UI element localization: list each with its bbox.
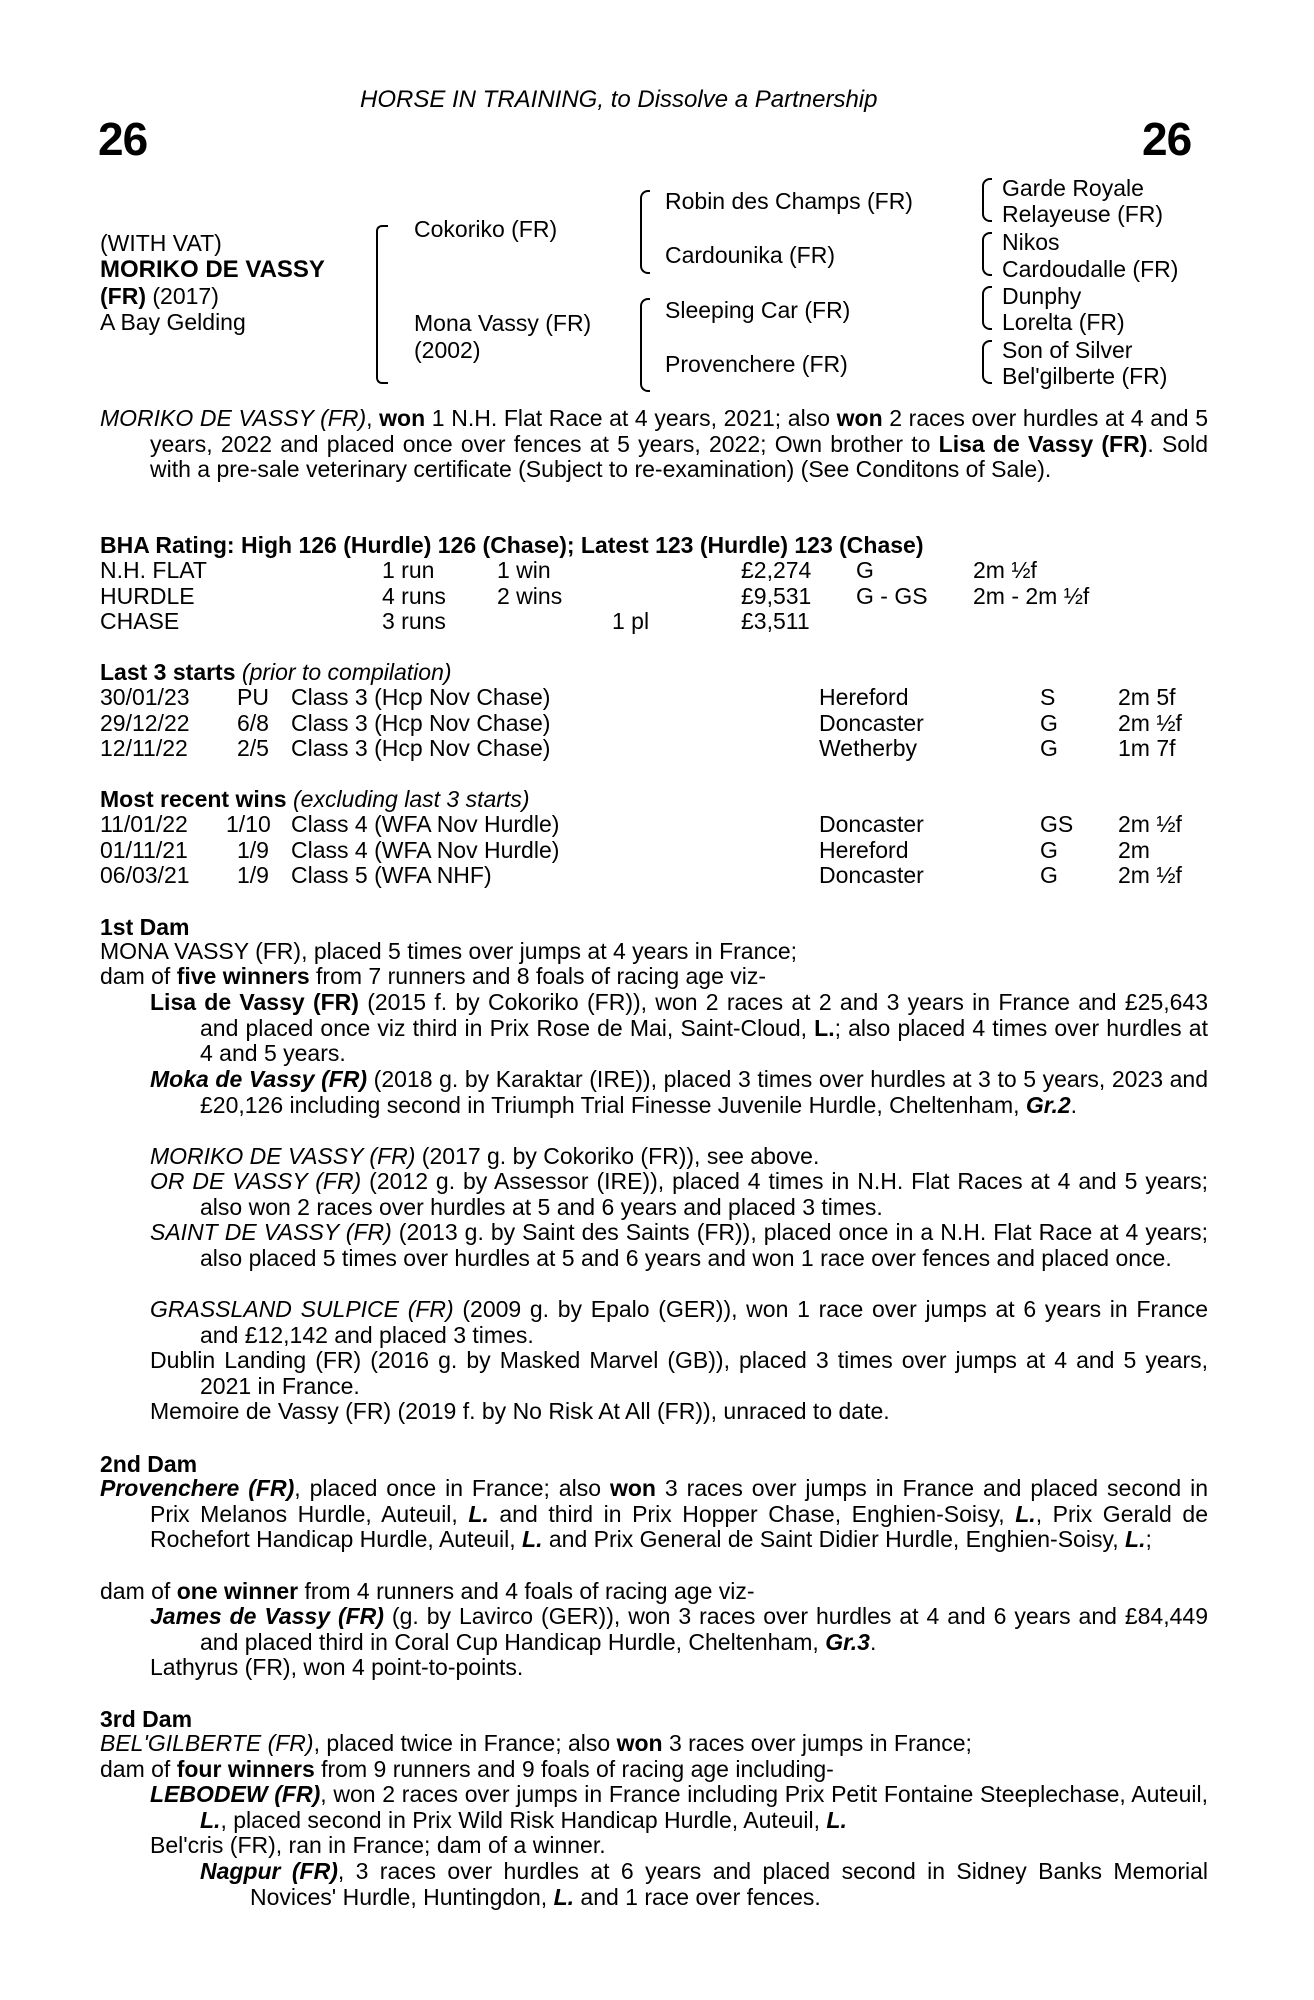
rating-row [100,608,1210,634]
pedigree-great-grandparent: Relayeuse (FR) [1002,201,1164,227]
text: from 4 runners and 4 foals of racing age viz- [298,1578,755,1604]
first-dam-title: 1st Dam [100,914,190,940]
win-distance: 2m [1118,837,1150,863]
text: and Prix General de Saint Didier Hurdle, Enghien-Soisy, [542,1526,1126,1553]
pedigree-grandparent: Provenchere (FR) [665,351,848,377]
text: (2017 g. by Cokoriko (FR)), see above. [415,1143,820,1169]
win-date: 01/11/21 [100,837,188,863]
rating-runs: 3 runs [382,608,446,634]
text: (2018 g. by Karaktar (IRE)), placed 3 times over hurdles at 3 to 5 years, 2023 and £20,126 including second in Triumph Trial Finesse Juvenile Hurdle, Cheltenham, [200,1066,1208,1118]
win-course: Doncaster [819,862,924,888]
rating-runs: 1 run [382,557,435,583]
horse-year: (2017) [145,283,219,309]
summary-name: MORIKO DE VASSY (FR) [100,405,367,431]
produce-entry [150,1297,1208,1348]
listed-mark: L. [1015,1500,1036,1527]
rating-distance: 2m - 2m ½f [973,583,1090,609]
pedigree-bracket-sire [640,190,650,274]
produce-name: Nagpur (FR) [200,1858,338,1884]
win-row [100,862,1210,888]
listed-mark: L. [826,1806,847,1833]
pedigree-grandparent: Robin des Champs (FR) [665,188,913,214]
text: and third in Prix Hopper Chase, Enghien-Soisy, [488,1500,1016,1527]
pedigree-great-grandparent: Bel'gilberte (FR) [1002,363,1168,389]
last-starts-subtitle: (prior to compilation) [235,659,452,685]
win-date: 06/03/21 [100,862,190,888]
produce-name: James de Vassy (FR) [150,1603,384,1629]
summary-won: won [836,405,883,431]
produce-entry [150,1604,1208,1655]
produce-entry: Lathyrus (FR), won 4 point-to-points. [150,1654,524,1680]
rating-type: N.H. FLAT [100,557,207,583]
summary-text: 2 races over hurdles at 4 and 5 years, 2022 and placed once over fences at 5 years, 2022; Own brother to [150,405,1208,457]
produce-entry [150,1782,1208,1833]
pedigree-grandparent: Sleeping Car (FR) [665,297,851,323]
win-going: G [1040,862,1058,888]
pedigree-bracket-main [376,225,388,384]
pedigree-great-grandparent: Cardoudalle (FR) [1002,256,1179,282]
pedigree-dam-year: (2002) [414,337,481,363]
text: , Prix Gerald de Rochefort Handicap Hurdle, Auteuil, [150,1500,1208,1553]
text: (g. by Lavirco (GER)), won 3 races over hurdles at 4 and 6 years and £84,449 and placed third in Coral Cup Handicap Hurdle, Cheltenham, [200,1603,1208,1655]
pedigree-great-grandparent: Lorelta (FR) [1002,309,1125,335]
produce-entry: Dublin Landing (FR) (2016 g. by Masked Marvel (GB)), placed 3 times over jumps at 4 and 5 years, 2021 in France. [150,1347,1208,1399]
win-course: Hereford [819,837,909,863]
start-race: Class 3 (Hcp Nov Chase) [291,735,551,761]
produce-entry [150,1169,1208,1220]
horse-country: (FR) [100,283,146,309]
summary-text: 1 N.H. Flat Race at 4 years, 2021; also [425,405,837,431]
start-row [100,735,1210,761]
group-mark: Gr.2 [1025,1091,1071,1118]
page-header: HORSE IN TRAINING, to Dissolve a Partnership [360,86,878,113]
win-date: 11/01/22 [100,811,188,837]
rating-going: G [856,557,874,583]
win-going: G [1040,837,1058,863]
win-row [100,811,1210,837]
text: (2009 g. by Epalo (GER)), won 1 race over jumps at 6 years in France and £12,142 and placed 3 times. [200,1296,1208,1348]
win-position: 1/9 [237,862,269,888]
summary-won: won [379,405,426,431]
horse-name: MORIKO DE VASSY [100,256,325,283]
last-starts-heading [100,659,452,685]
produce-entry [150,1067,1208,1118]
produce-entry: Bel'cris (FR), ran in France; dam of a winner. [150,1832,606,1858]
rating-type: HURDLE [100,583,195,609]
start-position: PU [237,684,269,710]
start-row [100,710,1210,736]
start-going: G [1040,710,1058,736]
lot-number-left: 26 [98,113,148,165]
win-going: GS [1040,811,1074,837]
pedigree-great-grandparent: Son of Silver [1002,337,1133,363]
text: ; [1145,1526,1152,1553]
text: (2015 f. by Cokoriko (FR)), won 2 races at 2 and 3 years in France and £25,643 and placed once viz third in Prix Rose de Mai, Saint-Cloud, [200,989,1209,1041]
third-dam-intro [100,1731,972,1757]
win-race: Class 4 (WFA Nov Hurdle) [291,837,560,863]
produce-name: SAINT DE VASSY (FR) [150,1219,392,1245]
rating-placed: 1 pl [612,608,650,634]
won-mark: won [616,1730,663,1756]
listed-mark: L. [553,1883,575,1910]
text: dam of [100,1578,177,1604]
win-distance: 2m ½f [1118,862,1182,888]
start-date: 29/12/22 [100,710,190,736]
horse-summary [100,406,1208,483]
text: , won 2 races over jumps in France including Prix Petit Fontaine Steeplechase, Auteuil, [320,1781,1208,1807]
text: , placed once in France; also [294,1475,610,1501]
win-distance: 2m ½f [1118,811,1182,837]
start-going: S [1040,684,1056,710]
summary-text: . Sold with a pre-sale veterinary certificate (Subject to re-examination) (See Conditons of Sale). [150,430,1208,483]
text: from 7 runners and 8 foals of racing age viz- [309,963,767,989]
third-dam-title: 3rd Dam [100,1706,193,1732]
start-distance: 2m 5f [1118,684,1176,710]
listed-mark: L. [200,1806,221,1833]
text: ; also placed 4 times over hurdles at 4 and 5 years. [200,1014,1208,1067]
start-date: 30/01/23 [100,684,190,710]
rating-type: CHASE [100,608,180,634]
produce-name: Moka de Vassy (FR) [150,1066,368,1092]
pedigree-sire: Cokoriko (FR) [414,216,558,242]
start-distance: 2m ½f [1118,710,1182,736]
text: , 3 races over hurdles at 6 years and placed second in Sidney Banks Memorial Novices' Hurdle, Huntingdon, [250,1858,1208,1910]
pedigree-bracket-gg1 [982,178,992,222]
text: dam of [100,963,177,989]
win-row [100,837,1210,863]
third-dam-produce [100,1757,834,1783]
rating-going: G - GS [856,583,928,609]
last-starts-title: Last 3 starts [100,659,236,685]
text: (2012 g. by Assessor (IRE)), placed 4 times in N.H. Flat Races at 4 and 5 years; also won 2 races over hurdles at 5 and 6 years and placed 3 times. [200,1168,1208,1220]
rating-wins: 2 wins [497,583,563,609]
text: 3 races over jumps in France; [662,1730,972,1756]
group-mark: Gr.3 [825,1628,870,1655]
bha-rating-title: BHA Rating: High 126 (Hurdle) 126 (Chase); Latest 123 (Hurdle) 123 (Chase) [100,532,924,558]
start-course: Hereford [819,684,909,710]
start-position: 2/5 [237,735,269,761]
listed-mark: L. [1125,1526,1146,1553]
text: (2013 g. by Saint des Saints (FR)), placed once in a N.H. Flat Race at 4 years; also placed 5 times over hurdles at 5 and 6 years and won 1 race over fences and placed once. [200,1219,1208,1271]
horse-description: A Bay Gelding [100,309,246,335]
rating-prize: £9,531 [741,583,812,609]
text: , placed second in Prix Wild Risk Handicap Hurdle, Auteuil, [220,1806,827,1833]
start-going: G [1040,735,1058,761]
pedigree-great-grandparent: Garde Royale [1002,175,1144,201]
start-row [100,684,1210,710]
rating-runs: 4 runs [382,583,446,609]
rating-row [100,557,1210,583]
summary-text: , [366,405,380,431]
pedigree-great-grandparent: Dunphy [1002,283,1082,309]
winners-count: four winners [176,1756,315,1782]
pedigree-bracket-gg2 [982,232,992,276]
text: from 9 runners and 9 foals of racing age including- [314,1756,834,1782]
summary-sibling: Lisa de Vassy (FR) [938,430,1148,457]
win-position: 1/10 [226,811,271,837]
produce-name: GRASSLAND SULPICE (FR) [150,1296,454,1322]
win-position: 1/9 [237,837,269,863]
rating-prize: £3,511 [741,608,810,634]
dam-name: Provenchere (FR) [100,1475,295,1501]
start-race: Class 3 (Hcp Nov Chase) [291,684,551,710]
start-course: Doncaster [819,710,924,736]
first-dam-produce [100,964,766,990]
second-dam-produce [100,1579,755,1605]
produce-entry [150,1144,1208,1170]
second-dam-title: 2nd Dam [100,1451,198,1477]
won-mark: won [609,1475,656,1501]
text: . [869,1628,877,1655]
text: 3 races over jumps in France and placed second in Prix Melanos Hurdle, Auteuil, [150,1475,1209,1527]
rating-prize: £2,274 [741,557,812,583]
start-date: 12/11/22 [100,735,188,761]
pedigree-great-grandparent: Nikos [1002,229,1060,255]
lot-number-right: 26 [1142,113,1192,165]
text: , placed twice in France; also [313,1730,617,1756]
win-race: Class 5 (WFA NHF) [291,862,492,888]
start-distance: 1m 7f [1118,735,1176,761]
produce-entry [150,1220,1208,1271]
produce-entry [150,990,1208,1067]
winners-count: five winners [176,963,310,989]
horse-country-year [100,283,219,310]
text: . [1070,1091,1078,1118]
second-dam-intro [100,1476,1208,1553]
listed-mark: L. [468,1500,489,1527]
produce-name: LEBODEW (FR) [150,1781,321,1807]
win-race: Class 4 (WFA Nov Hurdle) [291,811,560,837]
produce-name: MORIKO DE VASSY (FR) [150,1143,416,1169]
start-position: 6/8 [237,710,269,736]
pedigree-bracket-dam [640,298,650,392]
pedigree-bracket-gg4 [982,340,992,384]
listed-mark: L. [522,1526,543,1553]
produce-name: Lisa de Vassy (FR) [150,989,359,1015]
pedigree-dam: Mona Vassy (FR) [414,310,592,336]
dam-name: BEL'GILBERTE (FR) [100,1730,314,1756]
text: and 1 race over fences. [574,1883,821,1910]
listed-mark: L. [814,1014,835,1041]
win-course: Doncaster [819,811,924,837]
recent-wins-subtitle: (excluding last 3 starts) [286,786,530,812]
winners-count: one winner [176,1578,299,1604]
produce-entry [200,1859,1208,1910]
rating-row [100,583,1210,609]
first-dam-intro: MONA VASSY (FR), placed 5 times over jumps at 4 years in France; [100,938,798,964]
recent-wins-heading [100,786,529,812]
pedigree-bracket-gg3 [982,286,992,330]
rating-wins: 1 win [497,557,551,583]
recent-wins-title: Most recent wins [100,786,287,812]
vat-note: (WITH VAT) [100,230,222,256]
text: dam of [100,1756,177,1782]
rating-distance: 2m ½f [973,557,1037,583]
produce-name: OR DE VASSY (FR) [150,1168,362,1194]
produce-entry: Memoire de Vassy (FR) (2019 f. by No Risk At All (FR)), unraced to date. [150,1398,890,1424]
start-course: Wetherby [819,735,918,761]
pedigree-grandparent: Cardounika (FR) [665,242,835,268]
start-race: Class 3 (Hcp Nov Chase) [291,710,551,736]
